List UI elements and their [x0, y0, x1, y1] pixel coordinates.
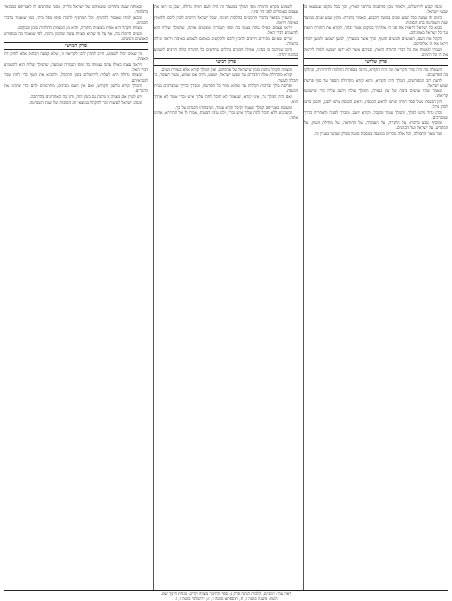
paragraph: ומנהג ישראל לעשות זכר להקהל במוצאי חג הסוכות של שנת השמיטה.: [28, 99, 142, 105]
paragraph: ומכאן למדו שאסור להחניף, וכל המחניף לחברו סופו נופל בידו, כמו שנאמר בדברי חכמים.: [4, 14, 148, 25]
paragraph: כיום שניתנה בו בסיני, אפילו חכמים גדולים שיודעים כל התורה כולה חייבים לשמוע בכוונה יתרה.: [154, 46, 298, 57]
paragraph: והמלך קורא בלשון הקודש, ואם אין העם מבינים, מתרגמים להם כדי שיבינו את הדברים.: [4, 83, 148, 94]
footnotes: [4, 590, 448, 599]
section-heading: פרק רביעי: [154, 58, 298, 66]
paragraph: וכשהגיע ללא תוכל לתת עליך איש נכרי, זלגו עיניו דמעות, אמרו לו אל תתיירא, אחינו אתה.: [154, 110, 298, 121]
column-middle: [153, 4, 298, 590]
paragraph: ומצוות הקהל נוהגת בזמן שישראל על אדמתם, ואין המלך קורא אלא בעזרת נשים.: [160, 66, 292, 72]
paragraph: ונשים חייבות בה, אף על פי שהיא מצוות עשה שהזמן גרמה, לפי שנאמר בה במפורש האנשים והנשים.: [4, 31, 148, 42]
paragraph: ואם היה המלך גר, אינו קורא, שנאמר לא תוכל לתת עליך איש נכרי אשר לא אחיך הוא.: [154, 93, 298, 104]
paragraph: ונאמר שהיו עושים בימה של עץ בעזרה, והמלך עולה ויושב עליה כדי שישמעו קריאתו.: [304, 88, 448, 99]
paragraph: ויראה עצמו כאילו עתה נצטווה בה ומפי הגבורה שומעה, שהמלך שליח הוא להשמיע דברי האל.: [4, 61, 148, 72]
paragraph: הקהל את העם, האנשים והנשים והטף, וגרך אשר בשעריך, למען ישמעו ולמען ילמדו ויראו את ה׳ אלוהיכם.: [304, 36, 448, 47]
paragraph: חזן הכנסת נוטל ספר תורה ונותנו לראש הכנסת, וראש הכנסת נותנו לסגן, והסגן נותנו לכהן גדול.: [304, 98, 448, 109]
paragraph: וכהן גדול נותנו למלך, והמלך עומד ומקבל, וקורא יושב, ומברך לפניה ולאחריה כדרך שמברכים.: [304, 109, 448, 120]
footnote-line: ראה עוד: רמב״ם, הלכות חגיגה פרק ג; ספר החינוך מצווה תריב; מנחת חינוך שם.: [160, 591, 292, 596]
paragraph: וגרים שאינם מכירים חייבים להכין ליבם ולהקשיב באוזנם לשמוע באימה ויראה וגילה ברעדה.: [154, 36, 298, 47]
paragraph: לשמוע מקרא התורה מפי המלך במעמד זה היה לעם חוויה גדולה, שכן בו ראו את עצמם כעומדים לפני הר סיני.: [154, 4, 298, 15]
text-columns: [4, 4, 448, 590]
column-left: [4, 4, 148, 590]
section-heading: פרק חמישי: [4, 42, 148, 50]
paragraph: ועל שאר התפילה, וכל אלה נזכרים במשנה במסכת סוטה בפרק שביעי בעניין זה.: [313, 130, 442, 136]
paragraph: מי שאינו יכול לשמוע, חייב להכין ליבו לקריאה זו, שלא קבעה הכתוב אלא לחזק דת האמת.: [4, 51, 148, 62]
paragraph: ובאותה שעה נתחייבו שונאיהם של ישראל כלייה, מפני שהחניפו לו לאגריפס כמבואר בתלמוד.: [4, 4, 148, 15]
column-right: [303, 4, 448, 590]
paragraph: כינוס זה נעשה בכל שבע שנים במועד הקבוע, כאמור בתורה: מקץ שבע שנים במועד שנת השמיטה בחג הסוכות.: [304, 14, 448, 25]
paragraph: בבוא כל ישראל לראות את פני ה׳ אלוהיך במקום אשר יבחר, תקרא את התורה הזאת נגד כל ישראל באוזניהם.: [304, 25, 448, 36]
paragraph: ומצווה גדולה היא לעלות לירושלים בזמן ההקהל, ולהביא את הטף כדי לתת שכר למביאיהם.: [4, 72, 148, 83]
section-heading: פרק שלישי: [304, 58, 448, 66]
paragraph: ושמרו לעשות את כל דברי התורה הזאת, ובניהם אשר לא ידעו ישמעו ולמדו ליראה את ה׳ כל הימים.: [304, 46, 448, 57]
paragraph: השאלה מה היה סדר הקריאה ומי היה הקורא, נדונה בספרות ההלכה לדורותיה, ונחלקו בה הפרשנים.: [304, 66, 448, 77]
paragraph: לדעת רוב המפרשים, המלך היה הקורא, והוא קורא מתחילת הספר עד סוף פרשת שמע ישראל.: [304, 77, 448, 88]
paragraph: ויראו עצמם כאילו עתה נצטוו בה ומפי הגבורה שומעים אותה, שהמלך שליח הוא להשמיע דברי האל.: [154, 25, 298, 36]
paragraph: קורא מתחילת אלה הדברים עד שמע ישראל, ושמע, והיה אם שמוע, עשר תעשר, כי תכלה לעשר.: [154, 72, 298, 83]
paragraph: ומוסיף שבע ברכות: על התורה, על העבודה, על ההודאה, על מחילת העוון, על המקדש, על ישראל ועל הכהנים.: [304, 120, 448, 131]
paragraph: ופרשת מלך וברכות וקללות עד שהוא גומר כל הפרשה, ומברך כדרך שמברכים בבית הכנסת.: [154, 83, 298, 94]
paragraph: והעניין מבואר בדברי הרמב״ם בהלכות חגיגה, שכל ישראל חייבים לכוון ליבם ולהאזין באימה ויראה.: [154, 14, 298, 25]
footnote-line: השוו: משנה סוטה ז, ח; תוספתא סוטה ז, יג; ירושלמי סוטה ז, ז.: [174, 595, 278, 601]
paragraph: ויש לעיין אם מצווה זו נוהגת גם בזמן הזה, ודנו בה האחרונים בהרחבה.: [29, 93, 142, 99]
paragraph: מצוות הקהל היא אחת ממצוות התורה, והיא מן המצוות התלויות בזמן ובמקום.: [17, 25, 142, 31]
paragraph: ומעשה באגריפס המלך שעמד וקיבל וקרא עומד, ושיבחוהו חכמים על כך.: [174, 104, 292, 110]
paragraph: זמנה קבוע לירושלים, ולאחר מכן פורסמה ברחבי הארץ, וכך בכל מקום שנמצאו בו שבטי ישראל.: [304, 4, 448, 15]
